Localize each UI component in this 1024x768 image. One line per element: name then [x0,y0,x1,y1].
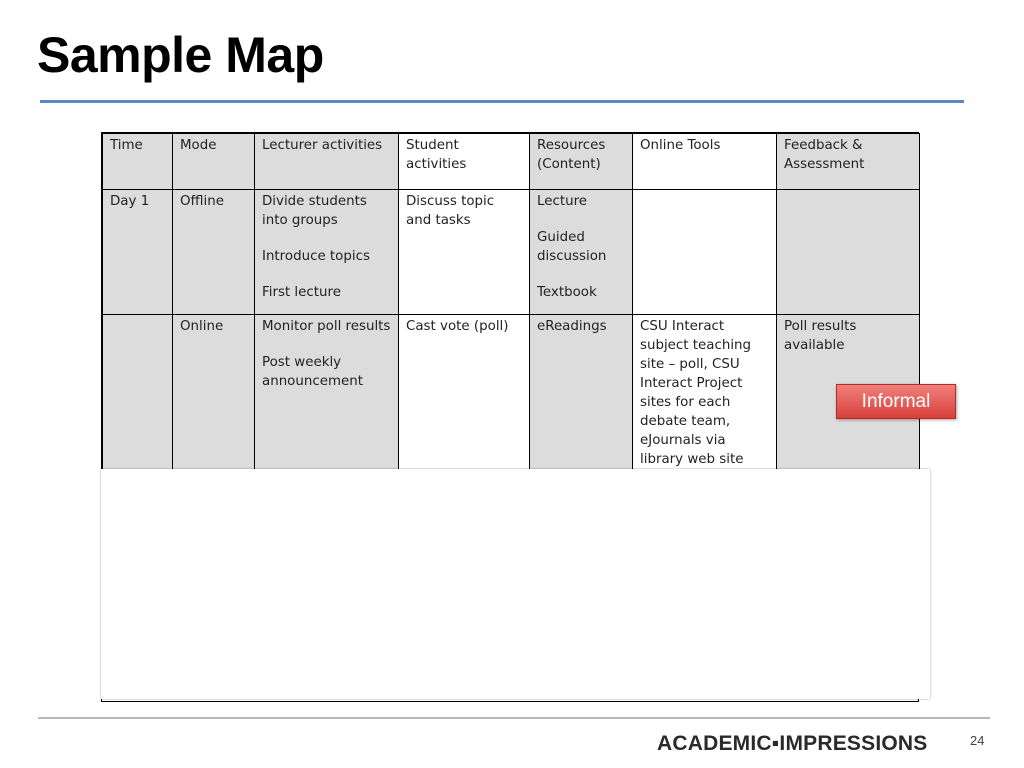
cell-resources [530,190,633,315]
cell-feedback [777,190,920,315]
cell-online-tools [633,315,777,480]
page-number: 24 [970,733,985,748]
cell-lecturer [255,315,399,480]
resource-item: Textbook [537,285,597,300]
table-row [103,315,920,480]
cell-mode: Online [173,315,255,480]
feedback-item: Poll results available [784,319,857,353]
cell-time [103,315,173,480]
header-row [103,134,920,190]
header-time: Time [103,134,173,190]
student-item: Cast vote (poll) [406,319,509,334]
lecturer-item: Monitor poll results [262,319,391,334]
lecturer-item: Divide students into groups [262,194,367,228]
map-grid [102,133,920,480]
footer-divider [38,717,990,719]
lecturer-item: Introduce topics [262,249,370,264]
header-feedback-assessment: Feedback & Assessment [777,134,920,190]
header-mode: Mode [173,134,255,190]
resource-item: Guided discussion [537,230,607,264]
cell-student [399,190,530,315]
blank-overlay-panel [101,469,930,699]
cell-mode: Offline [173,190,255,315]
title-underline [40,100,964,103]
table-row [103,190,920,315]
lecturer-item: First lecture [262,285,341,300]
header-resources: Resources (Content) [530,134,633,190]
slide-title: Sample Map [37,27,324,83]
lecturer-item: Post weekly announcement [262,355,363,389]
header-student-activities: Student activities [399,134,530,190]
resource-item: eReadings [537,319,607,334]
informal-badge: Informal [836,384,956,419]
cell-resources [530,315,633,480]
resource-item: Lecture [537,194,588,209]
cell-lecturer [255,190,399,315]
cell-online-tools [633,190,777,315]
student-item: Discuss topic and tasks [406,194,495,228]
cell-student [399,315,530,480]
header-online-tools: Online Tools [633,134,777,190]
header-lecturer-activities: Lecturer activities [255,134,399,190]
cell-time: Day 1 [103,190,173,315]
tool-item: CSU Interact subject teaching site – poll, CSU Interact Project sites for each debate team, eJournals via library web site [640,319,752,467]
academic-impressions-logo: ACADEMIC▪IMPRESSIONS [657,732,928,755]
